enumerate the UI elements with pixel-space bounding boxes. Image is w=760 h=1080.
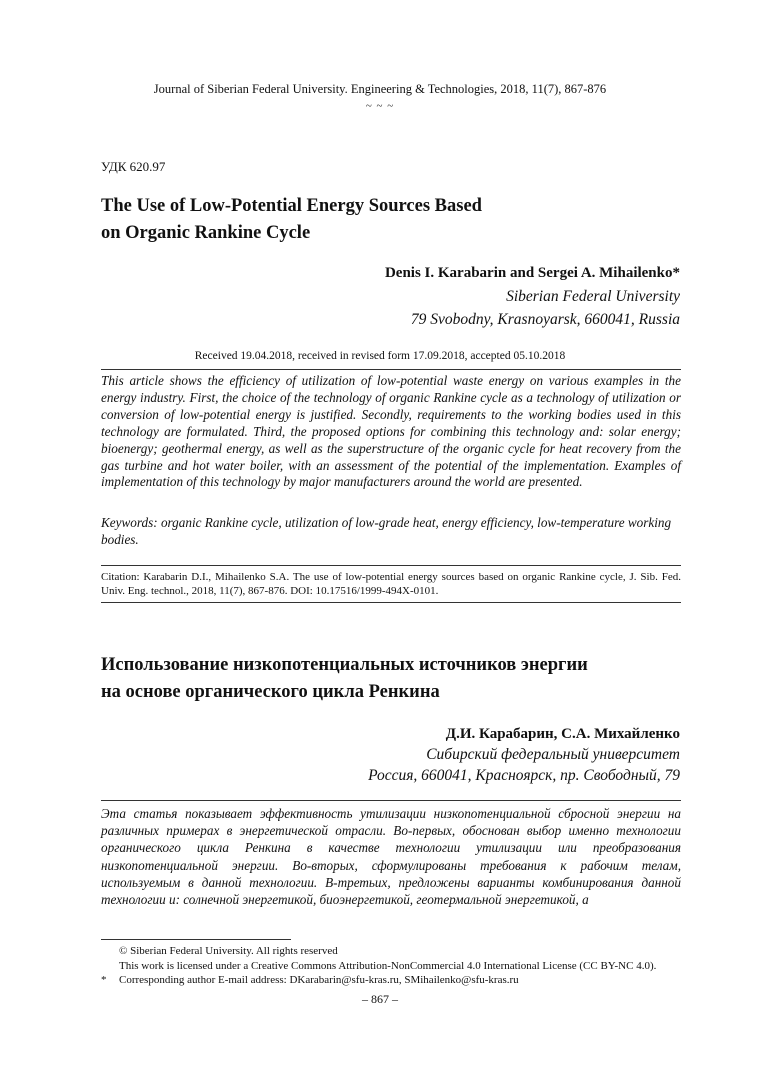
title-en-line-2: on Organic Rankine Cycle bbox=[101, 223, 311, 243]
affiliation-ru-line-2: Россия, 660041, Красноярск, пр. Свободный, 79 bbox=[368, 767, 680, 784]
title-ru-line-1: Использование низкопотенциальных источников энергии bbox=[101, 655, 588, 675]
title-ru-line-2: на основе органического цикла Ренкина bbox=[101, 682, 440, 702]
copyright-note: © Siberian Federal University. All rights reserved bbox=[119, 945, 338, 957]
corresponding-author-email: Corresponding author E-mail address: DKarabarin@sfu-kras.ru, SMihailenko@sfu-kras.ru bbox=[119, 974, 519, 986]
abstract-ru: Эта статья показывает эффективность утилизации низкопотенциальной сбросной энергии на различных примерах в энергетической отрасли. Во-первых, обоснован выбор именно технологии органического цикла Ренкина в качестве технологии утилизации или преобразования низкопотенциальной энергии. Во-вторых, сформулированы требования к рабочим телам, используемым в данной технологии. В-третьих, предложены варианты комбинирования данной технологии и: солнечной энергетикой, биоэнергетикой, геотермальной энергетикой, а bbox=[101, 806, 681, 908]
corresponding-note bbox=[101, 973, 691, 988]
keywords-en: Keywords: organic Rankine cycle, utilization of low-grade heat, energy efficiency, low-temperature working bodies. bbox=[101, 515, 672, 547]
divider bbox=[101, 602, 681, 603]
affiliation-ru-line-1: Сибирский федеральный университет bbox=[426, 746, 680, 763]
footnote-marker: * bbox=[101, 974, 107, 986]
page-number: – 867 – bbox=[362, 992, 398, 1006]
article-title-en bbox=[101, 193, 621, 247]
footnote-rule bbox=[101, 939, 291, 940]
header-ornament: ~ ~ ~ bbox=[365, 100, 395, 112]
affiliation-en-line-2: 79 Svobodny, Krasnoyarsk, 660041, Russia bbox=[410, 311, 680, 328]
affiliation-en-line-1: Siberian Federal University bbox=[506, 288, 680, 305]
license-note: This work is licensed under a Creative Commons Attribution-NonCommercial 4.0 International License (CC BY-NC 4.0). bbox=[119, 959, 657, 972]
citation: Citation: Karabarin D.I., Mihailenko S.A. The use of low-potential energy sources based on organic Rankine cycle, J. Sib. Fed. Univ. Eng. technol., 2018, 11(7), 867-876. DOI: 10.17516/1999-494X-0101. bbox=[101, 571, 681, 597]
journal-header: Journal of Siberian Federal University. Engineering & Technologies, 2018, 11(7), 867-876 bbox=[153, 82, 607, 96]
divider bbox=[101, 565, 681, 566]
footnotes bbox=[101, 944, 691, 988]
udc-code: УДК 620.97 bbox=[101, 159, 166, 174]
title-en-line-1: The Use of Low-Potential Energy Sources Based bbox=[101, 196, 482, 216]
abstract-en: This article shows the efficiency of utilization of low-potential waste energy on various examples in the energy industry. First, the choice of the technology of organic Rankine cycle as a technology of utilization or conversion of low-potential energy is justified. Secondly, requirements to the working bodies used in this technology are formulated. Third, the proposed options for combining this technology and: solar energy; bioenergy; geothermal energy, as well as the superstructure of the organic cycle for heat recovery from the gas turbine and hot water boiler, with an assessment of the potential of the implementation. Examples of implementation of this technology by major manufacturers around the world are presented. bbox=[101, 373, 681, 490]
divider bbox=[101, 800, 681, 801]
divider bbox=[101, 369, 681, 370]
authors-en: Denis I. Karabarin and Sergei A. Mihailenko* bbox=[384, 265, 680, 281]
received-dates: Received 19.04.2018, received in revised form 17.09.2018, accepted 05.10.2018 bbox=[194, 350, 566, 362]
authors-ru: Д.И. Карабарин, С.А. Михайленко bbox=[445, 726, 680, 742]
article-title-ru bbox=[101, 652, 661, 706]
